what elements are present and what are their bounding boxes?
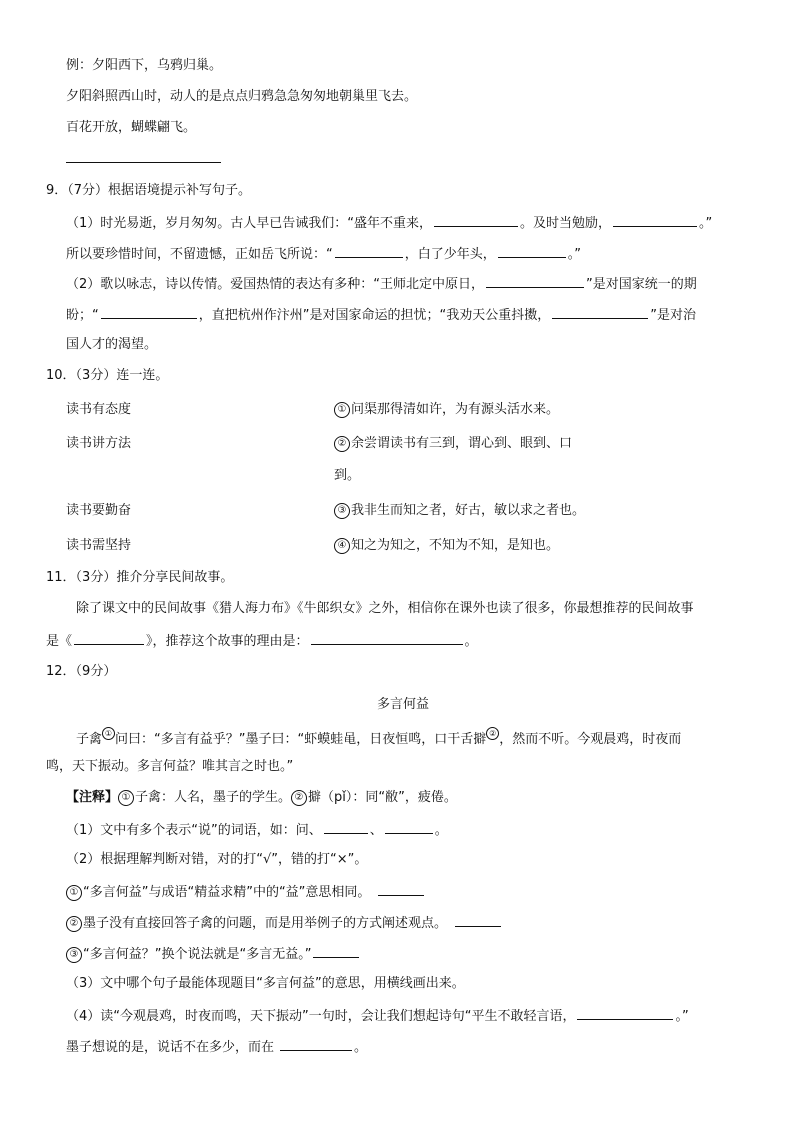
judge-3 xyxy=(66,944,361,962)
q9-line-5: 国人才的渴望。 xyxy=(66,337,158,352)
circle-number: ④ xyxy=(334,538,350,554)
blank xyxy=(385,820,433,834)
q9-line-4 xyxy=(66,305,696,323)
text: ，直把杭州作汴州”是对国家命运的担忧；“我劝天公重抖擞， xyxy=(198,308,551,323)
text: ”是对国家统一的期 xyxy=(586,277,697,292)
circle-number: ② xyxy=(66,916,82,932)
text: 盼；“ xyxy=(66,308,99,323)
circle-number: ② xyxy=(291,790,307,806)
passage-line-1 xyxy=(76,727,681,745)
footnote-mark: ① xyxy=(102,727,115,740)
text: ”是对治 xyxy=(650,308,696,323)
expanded-line: 夕阳斜照西山时，动人的是点点归鸦急急匆匆地朝巢里飞去。 xyxy=(66,89,418,104)
blank xyxy=(101,305,197,319)
text: 墨子没有直接回答子禽的问题，而是用举例子的方式阐述观点。 xyxy=(83,916,448,931)
q10-right-4 xyxy=(334,537,559,555)
q10-right-2 xyxy=(334,435,572,453)
text: 擗（pǐ）：同“敝”，疲倦。 xyxy=(308,790,457,805)
blank xyxy=(74,631,144,645)
text: （1）时光易逝，岁月匆匆。古人早已告诫我们：“盛年不重来， xyxy=(66,216,433,231)
annotation-label: 【注释】 xyxy=(66,790,119,805)
text: 余尝谓读书有三到，谓心到、眼到、口 xyxy=(351,436,573,451)
q11-line-1: 除了课文中的民间故事《猎人海力布》《牛郎织女》之外，相信你在课外也读了很多，你最想推荐的民间故事 xyxy=(76,601,694,616)
judge-1 xyxy=(66,882,426,900)
blank xyxy=(455,913,501,927)
blank xyxy=(486,274,584,288)
text: 所以要珍惜时间，不留遗憾，正如岳飞所说：“ xyxy=(66,247,333,262)
q10-left-3: 读书要勤奋 xyxy=(66,503,132,518)
text: 子禽：人名，墨子的学生。 xyxy=(135,790,292,805)
circle-number: ① xyxy=(118,790,134,806)
circle-number: ① xyxy=(66,885,82,901)
judge-2 xyxy=(66,913,503,931)
q9-line-1 xyxy=(66,213,712,231)
text: “多言何益”与成语“精益求精”中的“益”意思相同。 xyxy=(83,885,371,900)
q10-left-1: 读书有态度 xyxy=(66,402,132,417)
text: “多言何益？”换个说法就是“多言无益。” xyxy=(83,947,312,962)
text: 是《 xyxy=(46,634,73,649)
q12-sub-3: （3）文中哪个句子最能体现题目“多言何益”的意思，用横线画出来。 xyxy=(66,976,465,991)
q12-sub-1 xyxy=(66,820,448,838)
q10-right-2-cont: 到。 xyxy=(334,468,361,483)
blank xyxy=(311,631,463,645)
blank xyxy=(552,305,648,319)
text: 。 xyxy=(464,634,478,649)
text: 。” xyxy=(699,216,713,231)
text: 。 xyxy=(354,1040,368,1055)
q10-left-2: 读书讲方法 xyxy=(66,436,132,451)
text: 。” xyxy=(567,247,582,262)
text: ，然而不听。今观晨鸡，时夜而 xyxy=(499,732,682,747)
blank xyxy=(577,1006,673,1020)
blank xyxy=(313,944,359,958)
blank xyxy=(613,213,697,227)
q12-sub-2: （2）根据理解判断对错，对的打“√”，错的打“×”。 xyxy=(66,852,368,867)
passage-title: 多言何益 xyxy=(377,697,430,712)
q12-sub-4 xyxy=(66,1006,689,1024)
circle-number: ③ xyxy=(66,947,82,963)
text: （1）文中有多个表示“说”的词语，如：问、 xyxy=(66,823,322,838)
q10-left-4: 读书需坚持 xyxy=(66,538,132,553)
circle-number: ① xyxy=(334,402,350,418)
text: 。” xyxy=(675,1009,689,1024)
q11-heading: 11．（3分）推介分享民间故事。 xyxy=(46,570,234,585)
blank xyxy=(498,244,566,258)
blank xyxy=(324,820,368,834)
text: ，白了少年头， xyxy=(404,247,496,262)
q9-line-3 xyxy=(66,274,697,292)
circle-number: ② xyxy=(334,436,350,452)
example-line: 例：夕阳西下，乌鸦归巢。 xyxy=(66,58,223,73)
text: 墨子想说的是，说话不在多少，而在 xyxy=(66,1040,275,1055)
text: 我非生而知之者，好古，敏以求之者也。 xyxy=(351,503,586,518)
passage-line-2: 鸣，天下振动。多言何益？唯其言之时也。” xyxy=(46,759,294,774)
q11-line-2 xyxy=(46,631,478,649)
blank xyxy=(434,213,518,227)
text: 问渠那得清如许，为有源头活水来。 xyxy=(351,402,560,417)
text: （2）歌以咏志，诗以传情。爱国热情的表达有多种：“王师北定中原日， xyxy=(66,277,485,292)
text: 。及时当勉励， xyxy=(520,216,612,231)
q10-heading: 10．（3分）连一连。 xyxy=(46,368,169,383)
q9-line-2 xyxy=(66,244,581,262)
blank xyxy=(335,244,403,258)
text: 问曰：“多言有益乎？”墨子曰：“虾蟆蛙黾，日夜恒鸣，口干舌擗 xyxy=(115,732,487,747)
q12-sub-4-cont xyxy=(66,1037,367,1055)
q12-heading: 12．（9分） xyxy=(46,664,117,679)
text: 子禽 xyxy=(76,732,103,747)
q9-heading: 9．（7分）根据语境提示补写句子。 xyxy=(46,183,252,198)
text: 。 xyxy=(434,823,448,838)
text: （4）读“今观晨鸡，时夜而鸣，天下振动”一句时，会让我们想起诗句“平生不敢轻言语， xyxy=(66,1009,576,1024)
footnote-mark: ② xyxy=(486,727,499,740)
q10-right-3 xyxy=(334,502,585,520)
task-line: 百花开放，蝴蝶翩飞。 xyxy=(66,120,197,135)
blank xyxy=(378,882,424,896)
answer-blank xyxy=(66,162,221,163)
text: 》，推荐这个故事的理由是： xyxy=(146,634,309,649)
annotation xyxy=(66,789,457,807)
blank xyxy=(280,1037,352,1051)
text: 知之为知之，不知为不知，是知也。 xyxy=(351,538,560,553)
circle-number: ③ xyxy=(334,503,350,519)
text: 、 xyxy=(369,823,383,838)
q10-right-1 xyxy=(334,401,559,419)
